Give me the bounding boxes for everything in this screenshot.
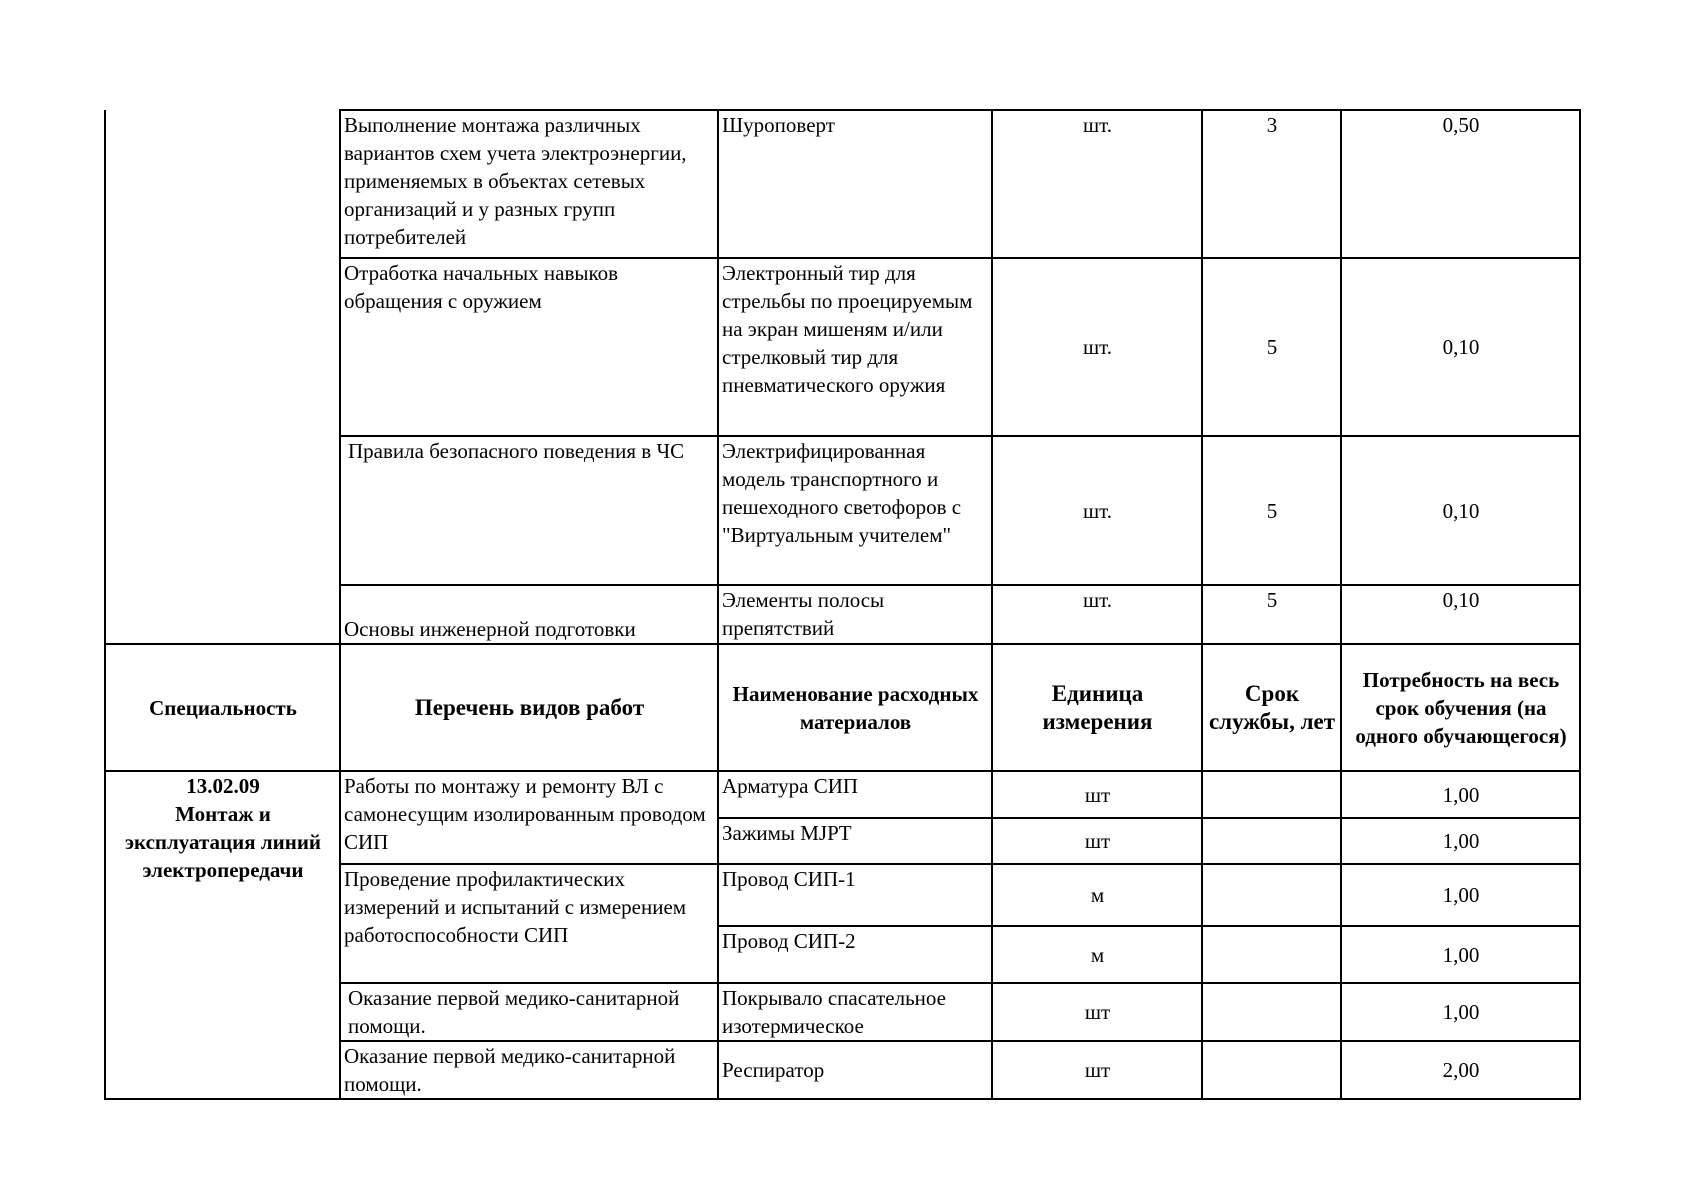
header-requirement: Потребность на весь срок обучения (на одного обучающегося) (1341, 644, 1580, 771)
service-life-cell (1202, 926, 1341, 983)
material-cell: Провод СИП-2 (718, 926, 992, 983)
material-cell: Покрывало спасательное изотермическое (718, 983, 992, 1041)
table-row (105, 771, 1580, 818)
table-row (105, 110, 1580, 258)
service-life-cell: 3 (1202, 110, 1341, 258)
header-work-types: Перечень видов работ (340, 644, 718, 771)
unit-cell: м (992, 926, 1202, 983)
unit-cell: шт. (992, 585, 1202, 644)
requirement-cell: 0,10 (1341, 585, 1580, 644)
specialty-cell (105, 771, 340, 1099)
unit-cell: шт. (992, 110, 1202, 258)
work-type-cell: Оказание первой медико-санитарной помощи. (340, 983, 718, 1041)
equipment-cell: Электрифицированная модель транспортного и пешеходного светофоров с "Виртуальным учителем" (718, 436, 992, 585)
requirement-cell: 0,10 (1341, 258, 1580, 436)
header-service-life: Срок службы, лет (1202, 644, 1341, 771)
requirement-cell: 1,00 (1341, 818, 1580, 864)
equipment-table (104, 109, 1581, 1100)
requirement-cell: 1,00 (1341, 864, 1580, 926)
header-materials: Наименование расходных материалов (718, 644, 992, 771)
specialty-name: Монтаж и эксплуатация линий электропередачи (124, 802, 322, 882)
unit-cell: шт. (992, 258, 1202, 436)
service-life-cell (1202, 983, 1341, 1041)
work-type-cell: Выполнение монтажа различных вариантов схем учета электроэнергии, применяемых в объектах сетевых организаций и у разных групп потребителей (340, 110, 718, 258)
service-life-cell: 5 (1202, 585, 1341, 644)
service-life-cell (1202, 818, 1341, 864)
service-life-cell: 5 (1202, 436, 1341, 585)
specialty-cell-empty (105, 110, 340, 644)
requirement-cell: 1,00 (1341, 983, 1580, 1041)
header-specialty: Специальность (105, 644, 340, 771)
service-life-cell (1202, 771, 1341, 818)
requirement-cell: 1,00 (1341, 771, 1580, 818)
work-type-cell: Правила безопасного поведения в ЧС (340, 436, 718, 585)
requirement-cell: 1,00 (1341, 926, 1580, 983)
service-life-cell: 5 (1202, 258, 1341, 436)
unit-cell: шт (992, 983, 1202, 1041)
unit-cell: м (992, 864, 1202, 926)
work-type-cell: Проведение профилактических измерений и испытаний с измерением работоспособности СИП (340, 864, 718, 983)
work-type-cell: Основы инженерной подготовки (340, 585, 718, 644)
work-type-cell: Работы по монтажу и ремонту ВЛ с самонесущим изолированным проводом СИП (340, 771, 718, 864)
unit-cell: шт (992, 818, 1202, 864)
service-life-cell (1202, 1041, 1341, 1099)
requirement-cell: 0,10 (1341, 436, 1580, 585)
work-type-cell: Отработка начальных навыков обращения с оружием (340, 258, 718, 436)
material-cell: Провод СИП-1 (718, 864, 992, 926)
header-unit: Единица измерения (992, 644, 1202, 771)
unit-cell: шт. (992, 436, 1202, 585)
unit-cell: шт (992, 771, 1202, 818)
material-cell: Зажимы MJPT (718, 818, 992, 864)
requirement-cell: 2,00 (1341, 1041, 1580, 1099)
requirement-cell: 0,50 (1341, 110, 1580, 258)
work-type-cell: Оказание первой медико-санитарной помощи. (340, 1041, 718, 1099)
material-cell: Респиратор (718, 1041, 992, 1099)
equipment-cell: Элементы полосы препятствий (718, 585, 992, 644)
equipment-cell: Шуроповерт (718, 110, 992, 258)
material-cell: Арматура СИП (718, 771, 992, 818)
table-header-row (105, 644, 1580, 771)
equipment-cell: Электронный тир для стрельбы по проецируемым на экран мишеням и/или стрелковый тир для пневматического оружия (718, 258, 992, 436)
specialty-code: 13.02.09 (186, 774, 260, 798)
unit-cell: шт (992, 1041, 1202, 1099)
service-life-cell (1202, 864, 1341, 926)
